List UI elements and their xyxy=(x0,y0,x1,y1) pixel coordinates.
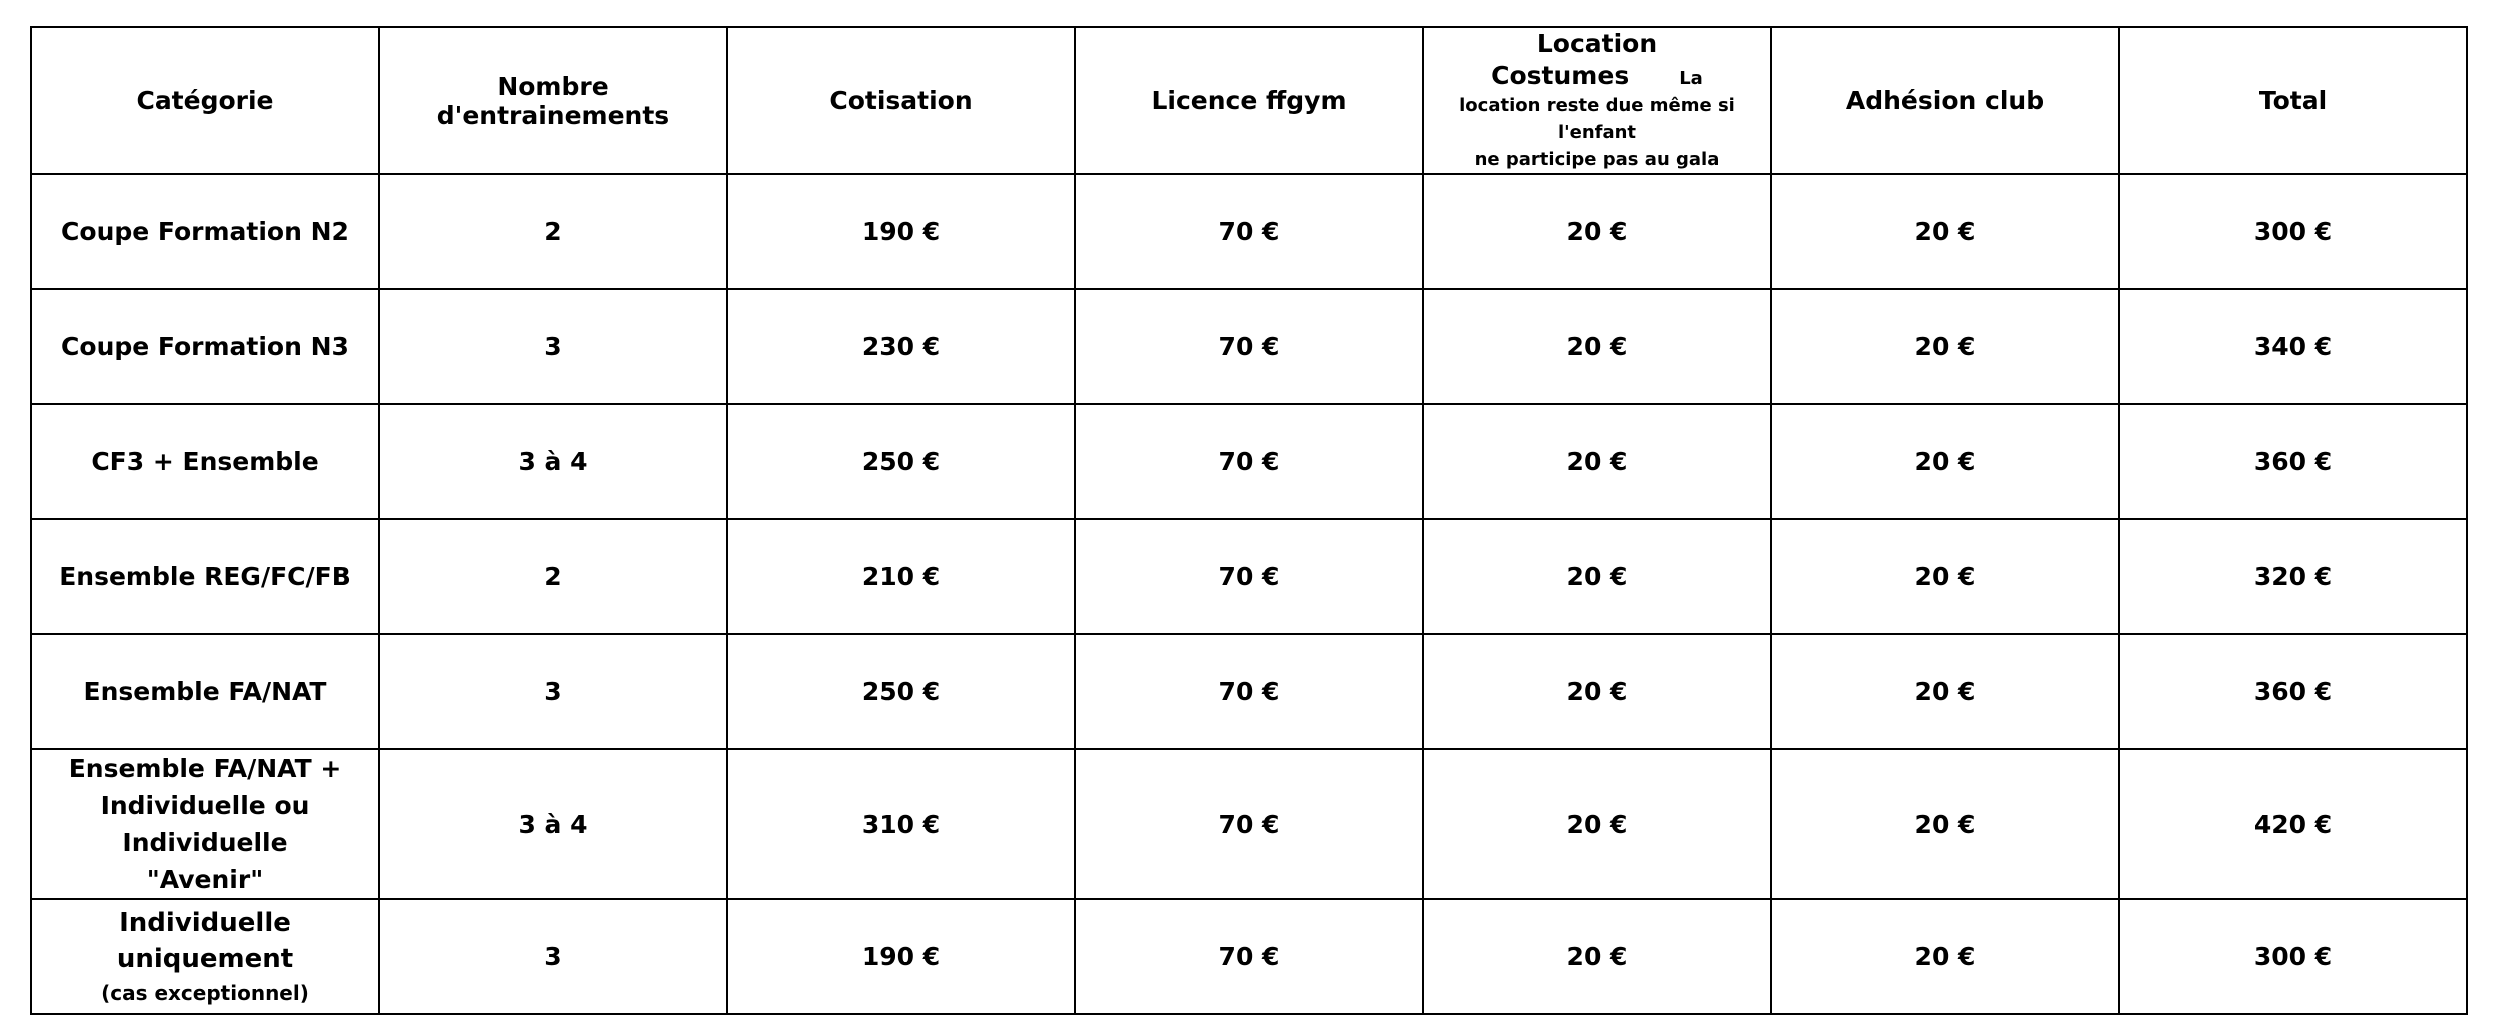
cell-nombre: 3 xyxy=(379,289,727,404)
cell-total: 300 € xyxy=(2119,899,2467,1014)
cell-nombre: 3 xyxy=(379,899,727,1014)
header-location-note-2: location reste due même si l'enfant xyxy=(1459,95,1735,143)
cell-total: 320 € xyxy=(2119,519,2467,634)
cell-categorie: CF3 + Ensemble xyxy=(31,404,379,519)
header-location-note-1: La xyxy=(1679,68,1703,89)
cell-licence: 70 € xyxy=(1075,749,1423,899)
cell-location: 20 € xyxy=(1423,749,1771,899)
table-row xyxy=(31,174,2467,289)
cell-adhesion: 20 € xyxy=(1771,634,2119,749)
cell-licence: 70 € xyxy=(1075,634,1423,749)
header-total: Total xyxy=(2119,27,2467,174)
cell-categorie xyxy=(31,749,379,899)
cell-cotisation: 230 € xyxy=(727,289,1075,404)
cell-adhesion: 20 € xyxy=(1771,749,2119,899)
cell-location: 20 € xyxy=(1423,404,1771,519)
table-row xyxy=(31,749,2467,899)
cell-categorie-line-3: "Avenir" xyxy=(146,865,264,894)
cell-nombre: 3 xyxy=(379,634,727,749)
cell-categorie xyxy=(31,899,379,1014)
header-adhesion: Adhésion club xyxy=(1771,27,2119,174)
cell-adhesion: 20 € xyxy=(1771,899,2119,1014)
cell-adhesion: 20 € xyxy=(1771,404,2119,519)
cell-categorie: Coupe Formation N3 xyxy=(31,289,379,404)
cell-nombre: 3 à 4 xyxy=(379,749,727,899)
cell-total: 420 € xyxy=(2119,749,2467,899)
cell-categorie: Ensemble FA/NAT xyxy=(31,634,379,749)
cell-total: 340 € xyxy=(2119,289,2467,404)
cell-adhesion: 20 € xyxy=(1771,289,2119,404)
cell-categorie-sub: (cas exceptionnel) xyxy=(101,980,309,1005)
table-row xyxy=(31,634,2467,749)
cell-cotisation: 310 € xyxy=(727,749,1075,899)
cell-licence: 70 € xyxy=(1075,289,1423,404)
cell-location: 20 € xyxy=(1423,174,1771,289)
cell-cotisation: 190 € xyxy=(727,174,1075,289)
table-row xyxy=(31,519,2467,634)
cell-categorie: Ensemble REG/FC/FB xyxy=(31,519,379,634)
cell-location: 20 € xyxy=(1423,289,1771,404)
cell-total: 360 € xyxy=(2119,404,2467,519)
cell-licence: 70 € xyxy=(1075,174,1423,289)
cell-categorie: Coupe Formation N2 xyxy=(31,174,379,289)
header-categorie: Catégorie xyxy=(31,27,379,174)
cell-nombre: 3 à 4 xyxy=(379,404,727,519)
cell-cotisation: 210 € xyxy=(727,519,1075,634)
cell-location: 20 € xyxy=(1423,519,1771,634)
cell-location: 20 € xyxy=(1423,634,1771,749)
cell-categorie-main: Individuelle uniquement xyxy=(116,907,294,974)
cell-licence: 70 € xyxy=(1075,899,1423,1014)
table-row xyxy=(31,404,2467,519)
cell-cotisation: 250 € xyxy=(727,634,1075,749)
cell-total: 300 € xyxy=(2119,174,2467,289)
cell-adhesion: 20 € xyxy=(1771,174,2119,289)
cell-cotisation: 190 € xyxy=(727,899,1075,1014)
cell-categorie-line-2: Individuelle ou Individuelle xyxy=(100,791,310,857)
header-location-costumes xyxy=(1423,27,1771,174)
cell-nombre: 2 xyxy=(379,174,727,289)
fees-table xyxy=(30,26,2468,1015)
cell-nombre: 2 xyxy=(379,519,727,634)
table-row xyxy=(31,289,2467,404)
header-location-note-3: ne participe pas au gala xyxy=(1474,149,1720,170)
header-licence: Licence ffgym xyxy=(1075,27,1423,174)
cell-adhesion: 20 € xyxy=(1771,519,2119,634)
cell-licence: 70 € xyxy=(1075,519,1423,634)
header-nombre-entrainements: Nombre d'entrainements xyxy=(379,27,727,174)
header-location-title: Location Costumes xyxy=(1491,29,1658,90)
cell-cotisation: 250 € xyxy=(727,404,1075,519)
cell-total: 360 € xyxy=(2119,634,2467,749)
cell-licence: 70 € xyxy=(1075,404,1423,519)
cell-categorie-line-1: Ensemble FA/NAT + xyxy=(68,754,342,783)
table-row xyxy=(31,899,2467,1014)
header-cotisation: Cotisation xyxy=(727,27,1075,174)
cell-location: 20 € xyxy=(1423,899,1771,1014)
table-header-row xyxy=(31,27,2467,174)
